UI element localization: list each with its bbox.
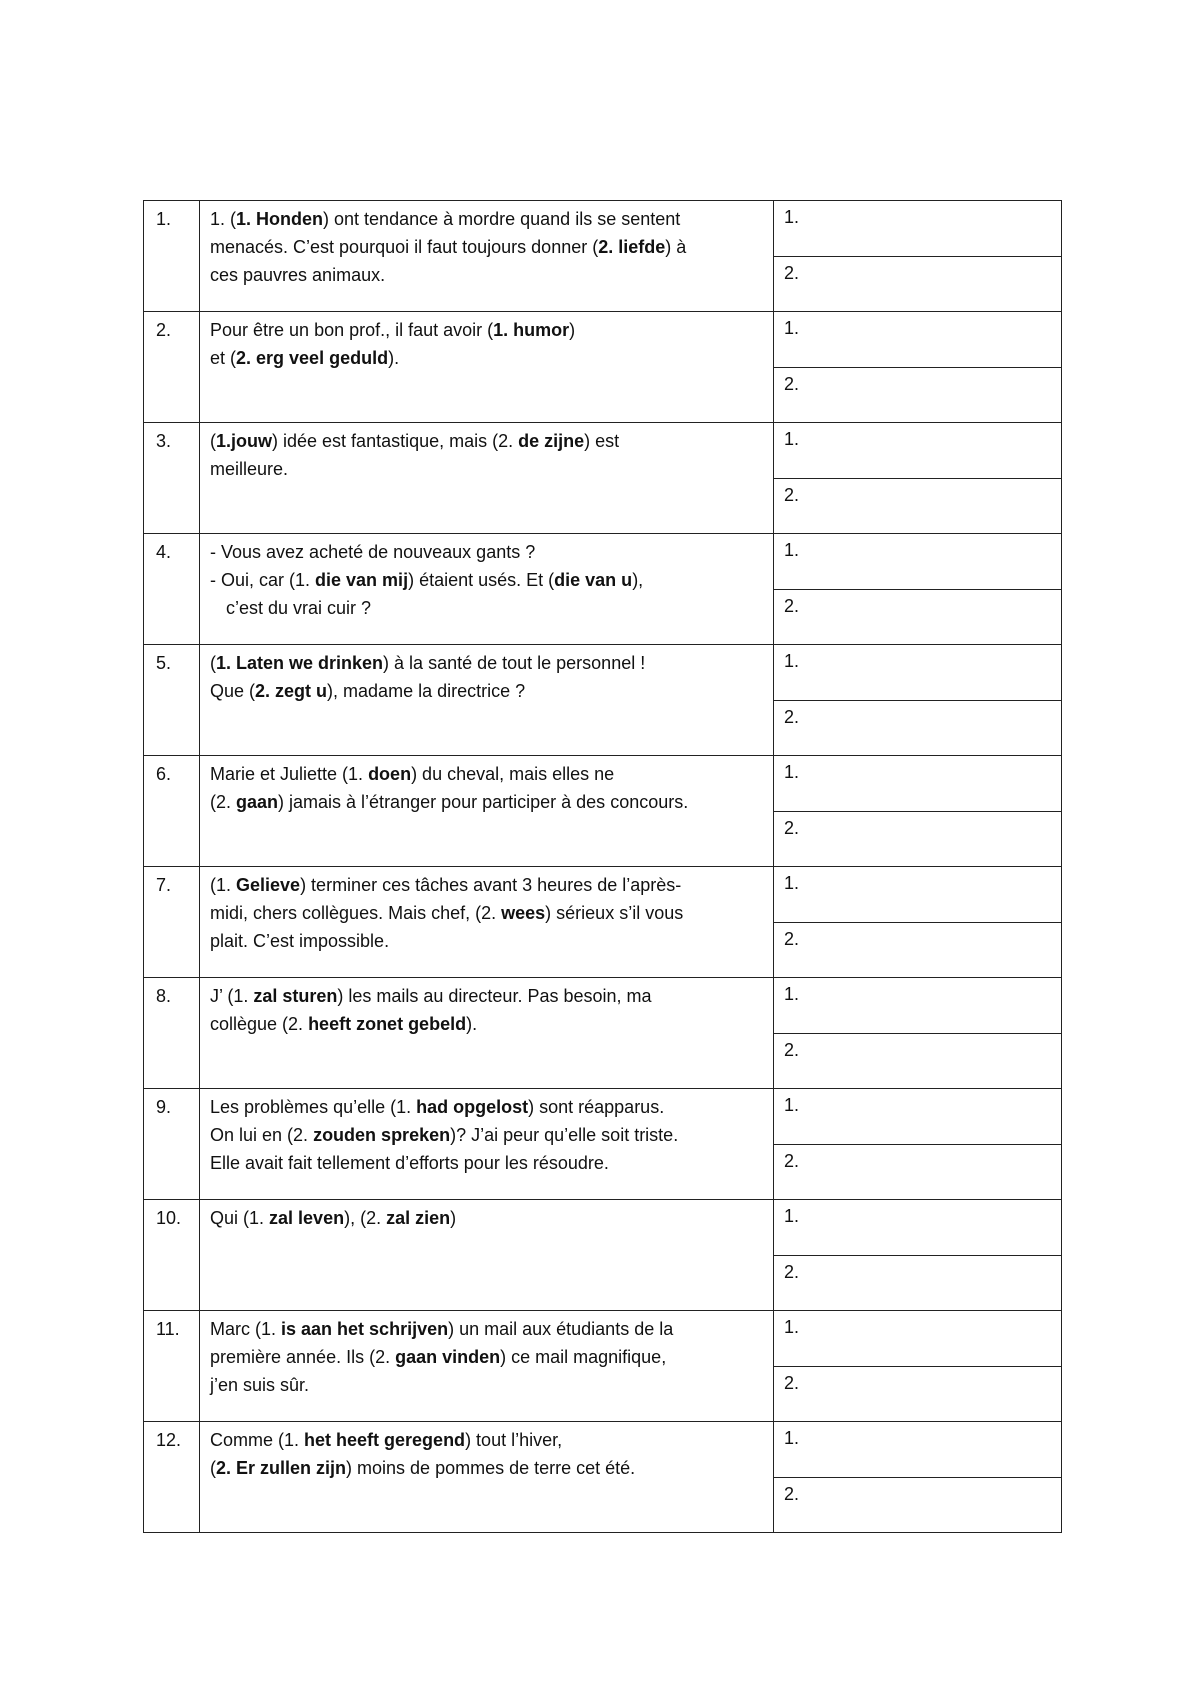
sentence-text: ), madame la directrice ?: [327, 681, 526, 701]
sentence-text: On lui en (2.: [210, 1125, 314, 1145]
sentence-text: - Oui, car (1.: [210, 570, 316, 590]
sentence-text: ) moins de pommes de terre cet été.: [346, 1458, 636, 1478]
answer-field-1[interactable]: 1.: [784, 1428, 800, 1448]
sentence-text: ): [569, 320, 576, 340]
sentence-text: ) sérieux s’il vous: [545, 903, 684, 923]
answer-field-1[interactable]: 1.: [784, 873, 800, 893]
sentence-text: midi, chers collègues. Mais chef, (2.: [210, 903, 502, 923]
sentence-text: ) les mails au directeur. Pas besoin, ma: [337, 986, 652, 1006]
sentence-text: Marie et Juliette (1.: [210, 764, 369, 784]
item-number: 4.: [144, 534, 200, 645]
sentence-line: [210, 427, 763, 455]
sentence-text: ).: [388, 348, 400, 368]
sentence-cell: [200, 978, 774, 1089]
answer-field-1[interactable]: 1.: [784, 1206, 800, 1226]
exercise-row: [144, 312, 1062, 423]
sentence-line: [210, 594, 763, 622]
dutch-term: doen: [368, 764, 412, 784]
answer-cell: [774, 423, 1062, 534]
sentence-text: menacés. C’est pourquoi il faut toujours donner (: [210, 237, 599, 257]
answer-field-2[interactable]: 2.: [774, 1477, 1061, 1533]
sentence-text: Que (: [210, 681, 256, 701]
exercise-row: [144, 1089, 1062, 1200]
sentence-line: [210, 1343, 763, 1371]
exercise-row: [144, 756, 1062, 867]
exercise-row: [144, 201, 1062, 312]
dutch-term: had opgelost: [416, 1097, 529, 1117]
exercise-row: [144, 867, 1062, 978]
sentence-line: [210, 1371, 763, 1399]
sentence-text: ) à: [665, 237, 687, 257]
dutch-term: zal zien: [386, 1208, 451, 1228]
answer-field-2[interactable]: 2.: [774, 811, 1061, 867]
answer-field-2[interactable]: 2.: [774, 1144, 1061, 1200]
sentence-text: Qui (1.: [210, 1208, 270, 1228]
dutch-term: die van u: [554, 570, 633, 590]
sentence-line: [210, 871, 763, 899]
sentence-line: [210, 677, 763, 705]
answer-field-2[interactable]: 2.: [774, 922, 1061, 978]
sentence-text: Pour être un bon prof., il faut avoir (: [210, 320, 494, 340]
dutch-term: 2. liefde: [598, 237, 666, 257]
sentence-line: [210, 205, 763, 233]
answer-cell: [774, 534, 1062, 645]
sentence-line: [210, 1426, 763, 1454]
sentence-text: ) étaient usés. Et (: [408, 570, 555, 590]
dutch-term: gaan: [236, 792, 279, 812]
sentence-text: ces pauvres animaux.: [210, 265, 386, 285]
sentence-text: - Vous avez acheté de nouveaux gants ?: [210, 542, 536, 562]
answer-field-1[interactable]: 1.: [784, 207, 800, 227]
sentence-line: [210, 788, 763, 816]
dutch-term: het heeft geregend: [304, 1430, 466, 1450]
sentence-text: ) idée est fantastique, mais (2.: [272, 431, 519, 451]
answer-field-1[interactable]: 1.: [784, 1317, 800, 1337]
exercise-row: [144, 645, 1062, 756]
answer-field-2[interactable]: 2.: [774, 478, 1061, 534]
sentence-line: [210, 566, 763, 594]
sentence-text: 1. (: [210, 209, 237, 229]
dutch-term: 1. Laten we drinken: [216, 653, 384, 673]
item-number: 5.: [144, 645, 200, 756]
sentence-text: plait. C’est impossible.: [210, 931, 390, 951]
sentence-text: ) est: [584, 431, 620, 451]
dutch-term: zal sturen: [253, 986, 338, 1006]
sentence-text: ) un mail aux étudiants de la: [448, 1319, 674, 1339]
exercise-row: [144, 1200, 1062, 1311]
sentence-line: [210, 1010, 763, 1038]
sentence-text: (: [210, 1458, 216, 1478]
answer-cell: [774, 1311, 1062, 1422]
sentence-line: [210, 344, 763, 372]
exercise-rows: [144, 201, 1062, 1533]
dutch-term: 1. Honden: [236, 209, 324, 229]
answer-field-1[interactable]: 1.: [784, 429, 800, 449]
answer-field-1[interactable]: 1.: [784, 318, 800, 338]
sentence-text: ) tout l’hiver,: [465, 1430, 563, 1450]
answer-field-1[interactable]: 1.: [784, 762, 800, 782]
dutch-term: gaan vinden: [395, 1347, 501, 1367]
sentence-cell: [200, 1311, 774, 1422]
answer-cell: [774, 645, 1062, 756]
answer-field-2[interactable]: 2.: [774, 700, 1061, 756]
sentence-text: (1.: [210, 875, 237, 895]
sentence-line: [210, 538, 763, 566]
answer-field-2[interactable]: 2.: [774, 367, 1061, 423]
sentence-cell: [200, 645, 774, 756]
sentence-line: [210, 899, 763, 927]
dutch-term: heeft zonet gebeld: [308, 1014, 467, 1034]
exercise-row: [144, 978, 1062, 1089]
sentence-text: j’en suis sûr.: [210, 1375, 310, 1395]
answer-cell: [774, 312, 1062, 423]
sentence-line: [210, 982, 763, 1010]
sentence-text: ): [450, 1208, 457, 1228]
sentence-text: J’ (1.: [210, 986, 254, 1006]
exercise-row: [144, 534, 1062, 645]
dutch-term: 2. Er zullen zijn: [216, 1458, 347, 1478]
answer-field-2[interactable]: 2.: [774, 589, 1061, 645]
sentence-line: [210, 233, 763, 261]
sentence-text: ) ont tendance à mordre quand ils se sentent: [323, 209, 681, 229]
item-number: 10.: [144, 1200, 200, 1311]
answer-cell: [774, 1089, 1062, 1200]
exercise-table: [143, 200, 1062, 1533]
dutch-term: de zijne: [518, 431, 585, 451]
sentence-text: ).: [466, 1014, 478, 1034]
dutch-term: zouden spreken: [313, 1125, 451, 1145]
exercise-row: [144, 1311, 1062, 1422]
sentence-cell: [200, 756, 774, 867]
sentence-text: première année. Ils (2.: [210, 1347, 396, 1367]
sentence-text: ),: [632, 570, 644, 590]
dutch-term: 1. humor: [493, 320, 570, 340]
sentence-text: Les problèmes qu’elle (1.: [210, 1097, 417, 1117]
sentence-line: [210, 1204, 763, 1232]
sentence-text: )? J’ai peur qu’elle soit triste.: [450, 1125, 679, 1145]
sentence-text: (: [210, 431, 216, 451]
sentence-text: ) ce mail magnifique,: [500, 1347, 667, 1367]
answer-field-2[interactable]: 2.: [774, 256, 1061, 312]
sentence-line: [210, 261, 763, 289]
item-number: 11.: [144, 1311, 200, 1422]
item-number: 6.: [144, 756, 200, 867]
dutch-term: Gelieve: [236, 875, 301, 895]
answer-cell: [774, 756, 1062, 867]
dutch-term: 2. zegt u: [255, 681, 328, 701]
answer-field-1[interactable]: 1.: [784, 984, 800, 1004]
sentence-line: [210, 1454, 763, 1482]
sentence-text: Comme (1.: [210, 1430, 305, 1450]
sentence-text: (: [210, 653, 216, 673]
exercise-row: [144, 1422, 1062, 1533]
sentence-line: [210, 455, 763, 483]
sentence-cell: [200, 1089, 774, 1200]
sentence-text: meilleure.: [210, 459, 289, 479]
answer-cell: [774, 867, 1062, 978]
dutch-term: wees: [501, 903, 546, 923]
answer-field-2[interactable]: 2.: [774, 1366, 1061, 1422]
answer-field-1[interactable]: 1.: [784, 651, 800, 671]
answer-cell: [774, 201, 1062, 312]
sentence-cell: [200, 1422, 774, 1533]
sentence-text: Marc (1.: [210, 1319, 282, 1339]
exercise-row: [144, 423, 1062, 534]
dutch-term: 1.jouw: [216, 431, 273, 451]
sentence-cell: [200, 534, 774, 645]
dutch-term: is aan het schrijven: [281, 1319, 449, 1339]
sentence-text: ) à la santé de tout le personnel !: [383, 653, 646, 673]
dutch-term: zal leven: [269, 1208, 345, 1228]
answer-field-1[interactable]: 1.: [784, 1095, 800, 1115]
sentence-cell: [200, 201, 774, 312]
item-number: 1.: [144, 201, 200, 312]
sentence-cell: [200, 1200, 774, 1311]
item-number: 9.: [144, 1089, 200, 1200]
sentence-text: ) sont réapparus.: [528, 1097, 665, 1117]
dutch-term: 2. erg veel geduld: [236, 348, 389, 368]
sentence-text: ) terminer ces tâches avant 3 heures de l’après-: [300, 875, 682, 895]
item-number: 3.: [144, 423, 200, 534]
sentence-cell: [200, 312, 774, 423]
dutch-term: die van mij: [315, 570, 409, 590]
sentence-cell: [200, 867, 774, 978]
answer-cell: [774, 978, 1062, 1089]
answer-cell: [774, 1422, 1062, 1533]
sentence-cell: [200, 423, 774, 534]
answer-field-2[interactable]: 2.: [774, 1255, 1061, 1311]
item-number: 8.: [144, 978, 200, 1089]
sentence-text: collègue (2.: [210, 1014, 309, 1034]
answer-field-1[interactable]: 1.: [784, 540, 800, 560]
item-number: 7.: [144, 867, 200, 978]
sentence-text: c’est du vrai cuir ?: [226, 598, 372, 618]
sentence-text: ), (2.: [344, 1208, 387, 1228]
sentence-line: [210, 1121, 763, 1149]
sentence-line: [210, 927, 763, 955]
answer-cell: [774, 1200, 1062, 1311]
sentence-text: et (: [210, 348, 237, 368]
sentence-text: Elle avait fait tellement d’efforts pour les résoudre.: [210, 1153, 609, 1173]
sentence-text: (2.: [210, 792, 237, 812]
answer-field-2[interactable]: 2.: [774, 1033, 1061, 1089]
sentence-line: [210, 1315, 763, 1343]
sentence-line: [210, 649, 763, 677]
item-number: 12.: [144, 1422, 200, 1533]
item-number: 2.: [144, 312, 200, 423]
sentence-line: [210, 760, 763, 788]
sentence-line: [210, 316, 763, 344]
sentence-line: [210, 1093, 763, 1121]
sentence-text: ) jamais à l’étranger pour participer à des concours.: [278, 792, 689, 812]
sentence-text: ) du cheval, mais elles ne: [411, 764, 615, 784]
sentence-line: [210, 1149, 763, 1177]
